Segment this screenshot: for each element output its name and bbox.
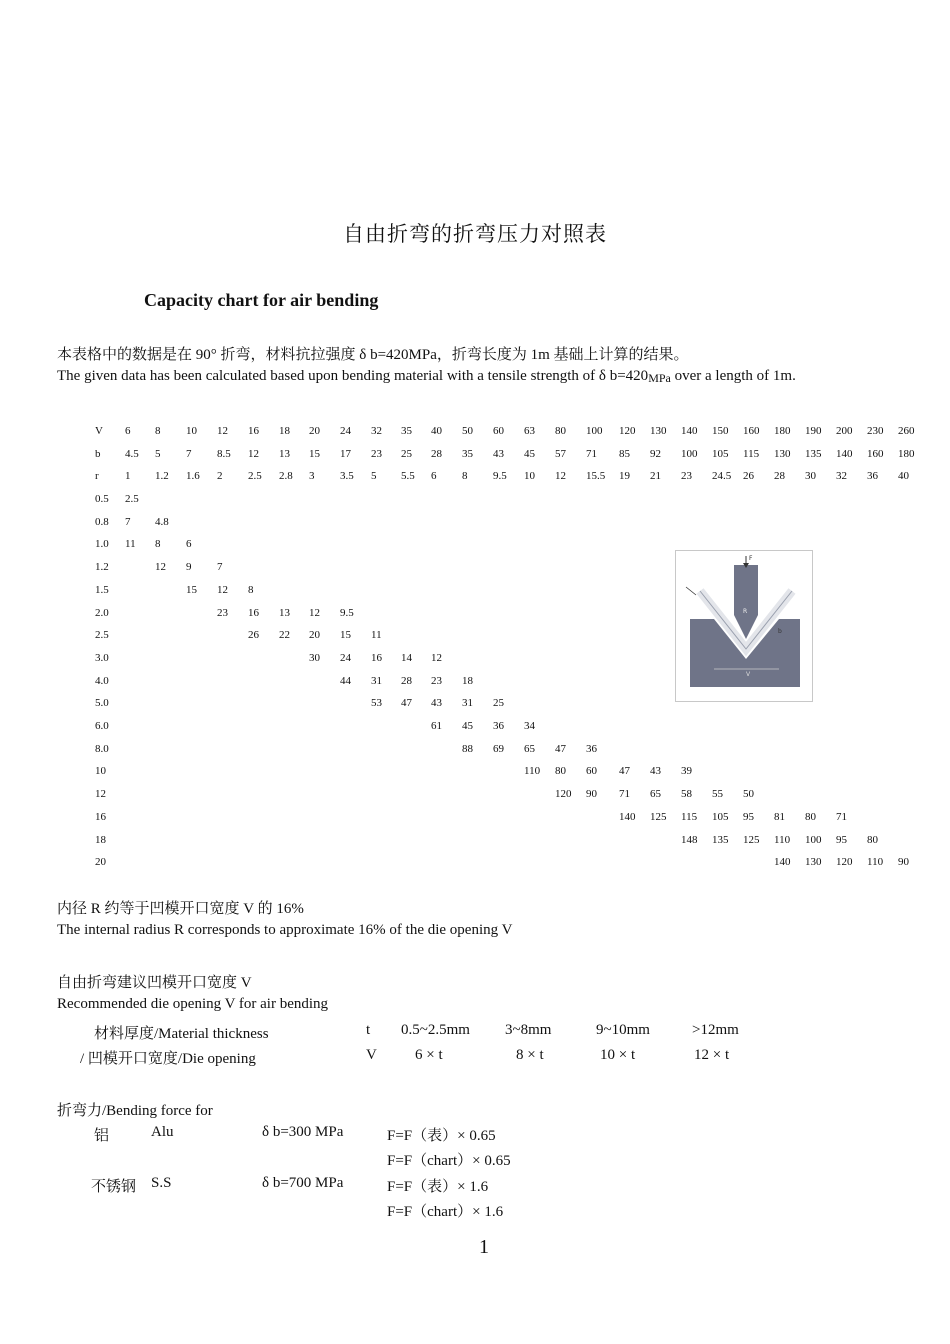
- cell-V: 12: [217, 425, 228, 437]
- cell-b: 12: [248, 448, 259, 460]
- force-cell: 88: [462, 742, 473, 755]
- force-cell: 148: [681, 833, 698, 846]
- force-formula: F=F（表）× 0.65: [387, 1128, 496, 1144]
- force-formula: F=F（chart）× 1.6: [387, 1204, 504, 1220]
- document-subtitle: Capacity chart for air bending: [144, 290, 379, 310]
- intro-text-zh: 本表格中的数据是在 90° 折弯，材料抗拉强度 δ b=420MPa，折弯长度为 1m 基础上计算的结果。: [57, 347, 689, 363]
- thickness-col-2: 3~8mm: [505, 1022, 552, 1038]
- cell-b: 92: [650, 448, 661, 460]
- radius-note-zh: 内径 R 约等于凹模开口宽度 V 的 16%: [57, 901, 304, 917]
- force-cell: 110: [867, 856, 884, 869]
- intro-en-unit: MPa: [648, 371, 671, 385]
- cell-b: 105: [712, 448, 729, 460]
- force-cell: 36: [586, 742, 597, 755]
- cell-b: 135: [805, 448, 822, 460]
- thickness-label: 0.5: [95, 493, 109, 505]
- force-cell: 9.5: [340, 606, 354, 619]
- force-material-en: S.S: [151, 1175, 172, 1191]
- force-cell: 22: [279, 629, 290, 642]
- force-cell: 24: [340, 651, 351, 664]
- cell-r: 2.5: [248, 470, 262, 482]
- force-formula: F=F（chart）× 0.65: [387, 1153, 511, 1169]
- cell-V: 16: [248, 425, 259, 437]
- thickness-col-4: >12mm: [692, 1022, 739, 1038]
- cell-r: 24.5: [712, 470, 732, 482]
- cell-r: 36: [867, 470, 878, 482]
- cell-b: 23: [371, 448, 382, 460]
- force-cell: 61: [431, 720, 442, 732]
- force-cell: 125: [650, 810, 667, 823]
- opening-col-1: 6 × t: [415, 1047, 443, 1063]
- force-cell: 43: [650, 765, 661, 778]
- force-cell: 8: [248, 583, 254, 596]
- radius-label: R: [743, 608, 748, 615]
- force-cell: 12: [155, 561, 166, 574]
- cell-b: 13: [279, 448, 290, 460]
- cell-V: 60: [493, 425, 504, 437]
- thickness-label: 6.0: [95, 720, 109, 732]
- cell-b: 71: [586, 448, 597, 460]
- row-header-V: V: [95, 425, 103, 437]
- thickness-label: 18: [95, 833, 106, 846]
- force-cell: 2.5: [125, 493, 139, 505]
- force-cell: 47: [401, 697, 412, 710]
- opening-col-4: 12 × t: [694, 1047, 730, 1063]
- force-label: F: [749, 555, 753, 562]
- cell-V: 120: [619, 425, 636, 437]
- force-cell: 110: [774, 833, 791, 846]
- force-cell: 7: [125, 515, 131, 528]
- force-cell: 71: [836, 810, 847, 823]
- cell-r: 2.8: [279, 470, 293, 482]
- force-cell: 16: [248, 606, 259, 619]
- force-cell: 90: [586, 788, 597, 801]
- force-cell: 135: [712, 833, 729, 846]
- cell-V: 20: [309, 425, 320, 437]
- cell-b: 4.5: [125, 448, 139, 460]
- force-cell: 36: [493, 720, 504, 732]
- force-cell: 95: [836, 833, 847, 846]
- force-cell: 58: [681, 788, 692, 801]
- force-cell: 6: [186, 538, 192, 551]
- opening-label: V: [746, 671, 751, 678]
- thickness-label: 5.0: [95, 697, 109, 710]
- force-cell: 31: [371, 674, 382, 687]
- force-cell: 69: [493, 742, 504, 755]
- force-cell: 15: [340, 629, 351, 642]
- cell-b: 25: [401, 448, 412, 460]
- cell-V: 200: [836, 425, 853, 437]
- punch-tool: [734, 565, 758, 639]
- cell-r: 12: [555, 470, 566, 482]
- cell-b: 17: [340, 448, 351, 460]
- cell-V: 8: [155, 425, 161, 437]
- force-cell: 9: [186, 561, 192, 574]
- thickness-label: 16: [95, 810, 106, 823]
- force-cell: 20: [309, 629, 320, 642]
- thickness-label: 1.0: [95, 538, 109, 551]
- force-cell: 53: [371, 697, 382, 710]
- cell-b: 140: [836, 448, 853, 460]
- cell-r: 26: [743, 470, 754, 482]
- force-cell: 65: [650, 788, 661, 801]
- cell-V: 50: [462, 425, 473, 437]
- cell-r: 21: [650, 470, 661, 482]
- force-cell: 18: [462, 674, 473, 687]
- cell-r: 1: [125, 470, 131, 482]
- force-cell: 55: [712, 788, 723, 801]
- cell-V: 24: [340, 425, 351, 437]
- thickness-symbol: t: [366, 1022, 371, 1038]
- cell-b: 28: [431, 448, 442, 460]
- cell-r: 32: [836, 470, 847, 482]
- cell-V: 160: [743, 425, 760, 437]
- cell-r: 19: [619, 470, 630, 482]
- cell-V: 32: [371, 425, 382, 437]
- recommend-heading-en: Recommended die opening V for air bending: [57, 996, 329, 1012]
- force-cell: 71: [619, 788, 630, 801]
- cell-r: 30: [805, 470, 816, 482]
- thickness-label: 12: [95, 788, 106, 801]
- force-cell: 80: [555, 765, 566, 778]
- force-cell: 26: [248, 629, 259, 642]
- force-cell: 14: [401, 651, 412, 664]
- force-strength: δ b=300 MPa: [262, 1124, 344, 1140]
- force-material-zh: 铝: [94, 1128, 110, 1144]
- row-header-b: b: [95, 448, 101, 460]
- cell-r: 15.5: [586, 470, 606, 482]
- force-cell: 13: [279, 606, 290, 619]
- force-cell: 47: [555, 742, 566, 755]
- force-cell: 25: [493, 697, 504, 710]
- cell-V: 230: [867, 425, 884, 437]
- thickness-label: 2.0: [95, 606, 109, 619]
- force-cell: 15: [186, 583, 197, 596]
- force-cell: 90: [898, 856, 909, 869]
- force-cell: 140: [619, 810, 636, 823]
- cell-V: 18: [279, 425, 290, 437]
- cell-r: 5: [371, 470, 377, 482]
- force-cell: 39: [681, 765, 692, 778]
- thickness-label: 4.0: [95, 674, 109, 687]
- cell-r: 2: [217, 470, 223, 482]
- thickness-col-3: 9~10mm: [596, 1022, 650, 1038]
- cell-b: 130: [774, 448, 791, 460]
- force-cell: 23: [217, 606, 228, 619]
- row-header-r: r: [95, 470, 99, 482]
- cell-r: 6: [431, 470, 437, 482]
- force-cell: 12: [309, 606, 320, 619]
- cell-r: 10: [524, 470, 535, 482]
- thickness-label: 10: [95, 765, 106, 778]
- b-label: b: [778, 628, 782, 635]
- force-cell: 130: [805, 856, 822, 869]
- document-title: 自由折弯的折弯压力对照表: [343, 222, 607, 246]
- thickness-label: 1.2: [95, 561, 109, 574]
- cell-V: 63: [524, 425, 535, 437]
- cell-r: 28: [774, 470, 785, 482]
- force-formula: F=F（表）× 1.6: [387, 1179, 489, 1195]
- thickness-label: 20: [95, 856, 106, 869]
- force-heading: 折弯力/Bending force for: [57, 1103, 213, 1119]
- force-cell: 80: [867, 833, 878, 846]
- opening-col-2: 8 × t: [516, 1047, 544, 1063]
- intro-en-tail: over a length of 1m.: [670, 368, 796, 384]
- force-cell: 12: [217, 583, 228, 596]
- force-cell: 11: [125, 538, 136, 551]
- cell-r: 1.6: [186, 470, 200, 482]
- cell-b: 35: [462, 448, 473, 460]
- thickness-marker: [686, 587, 696, 595]
- force-cell: 81: [774, 810, 785, 823]
- force-cell: 105: [712, 810, 729, 823]
- thickness-col-1: 0.5~2.5mm: [401, 1022, 470, 1038]
- force-cell: 44: [340, 674, 351, 687]
- force-cell: 47: [619, 765, 630, 778]
- cell-b: 180: [898, 448, 915, 460]
- force-cell: 120: [836, 856, 853, 869]
- cell-b: 7: [186, 448, 192, 460]
- cell-r: 8: [462, 470, 468, 482]
- force-cell: 100: [805, 833, 822, 846]
- cell-b: 8.5: [217, 448, 231, 460]
- force-cell: 34: [524, 720, 535, 732]
- force-cell: 115: [681, 810, 698, 823]
- bending-diagram-svg: [676, 551, 812, 701]
- force-cell: 23: [431, 674, 442, 687]
- force-cell: 120: [555, 788, 572, 801]
- cell-r: 9.5: [493, 470, 507, 482]
- thickness-label: 2.5: [95, 629, 109, 642]
- page-number: 1: [479, 1236, 489, 1258]
- opening-row-label: / 凹模开口宽度/Die opening: [80, 1051, 256, 1067]
- cell-b: 160: [867, 448, 884, 460]
- force-cell: 11: [371, 629, 382, 642]
- intro-en-main: The given data has been calculated based upon bending material with a tensile strength of δ b=420: [57, 368, 649, 384]
- cell-V: 130: [650, 425, 667, 437]
- cell-V: 10: [186, 425, 197, 437]
- thickness-label: 1.5: [95, 583, 109, 596]
- force-cell: 140: [774, 856, 791, 869]
- cell-V: 260: [898, 425, 915, 437]
- force-cell: 60: [586, 765, 597, 778]
- force-cell: 28: [401, 674, 412, 687]
- thickness-row-label: 材料厚度/Material thickness: [94, 1026, 269, 1042]
- cell-V: 190: [805, 425, 822, 437]
- cell-b: 85: [619, 448, 630, 460]
- cell-V: 6: [125, 425, 131, 437]
- force-cell: 30: [309, 651, 320, 664]
- thickness-label: 0.8: [95, 515, 109, 528]
- thickness-label: 8.0: [95, 742, 109, 755]
- cell-b: 100: [681, 448, 698, 460]
- cell-r: 23: [681, 470, 692, 482]
- force-cell: 50: [743, 788, 754, 801]
- cell-V: 140: [681, 425, 698, 437]
- opening-col-3: 10 × t: [600, 1047, 636, 1063]
- cell-b: 115: [743, 448, 760, 460]
- force-cell: 12: [431, 651, 442, 664]
- force-cell: 80: [805, 810, 816, 823]
- cell-r: 5.5: [401, 470, 415, 482]
- cell-b: 43: [493, 448, 504, 460]
- force-strength: δ b=700 MPa: [262, 1175, 344, 1191]
- cell-r: 3: [309, 470, 315, 482]
- force-material-zh: 不锈钢: [91, 1179, 137, 1195]
- thickness-label: 3.0: [95, 651, 109, 664]
- cell-r: 3.5: [340, 470, 354, 482]
- cell-r: 40: [898, 470, 909, 482]
- force-cell: 43: [431, 697, 442, 710]
- bending-diagram: [675, 550, 813, 702]
- cell-V: 100: [586, 425, 603, 437]
- cell-b: 5: [155, 448, 161, 460]
- cell-b: 45: [524, 448, 535, 460]
- cell-b: 15: [309, 448, 320, 460]
- opening-symbol: V: [366, 1047, 377, 1063]
- recommend-heading-zh: 自由折弯建议凹模开口宽度 V: [57, 975, 252, 991]
- force-cell: 110: [524, 765, 541, 778]
- radius-note-en: The internal radius R corresponds to approximate 16% of the die opening V: [57, 922, 513, 938]
- cell-V: 40: [431, 425, 442, 437]
- force-cell: 8: [155, 538, 161, 551]
- force-material-en: Alu: [151, 1124, 174, 1140]
- force-cell: 65: [524, 742, 535, 755]
- cell-V: 35: [401, 425, 412, 437]
- cell-V: 150: [712, 425, 729, 437]
- force-cell: 4.8: [155, 515, 169, 528]
- force-cell: 31: [462, 697, 473, 710]
- force-cell: 125: [743, 833, 760, 846]
- force-cell: 95: [743, 810, 754, 823]
- cell-V: 80: [555, 425, 566, 437]
- force-cell: 45: [462, 720, 473, 732]
- force-cell: 16: [371, 651, 382, 664]
- force-cell: 7: [217, 561, 223, 574]
- cell-r: 1.2: [155, 470, 169, 482]
- cell-V: 180: [774, 425, 791, 437]
- cell-b: 57: [555, 448, 566, 460]
